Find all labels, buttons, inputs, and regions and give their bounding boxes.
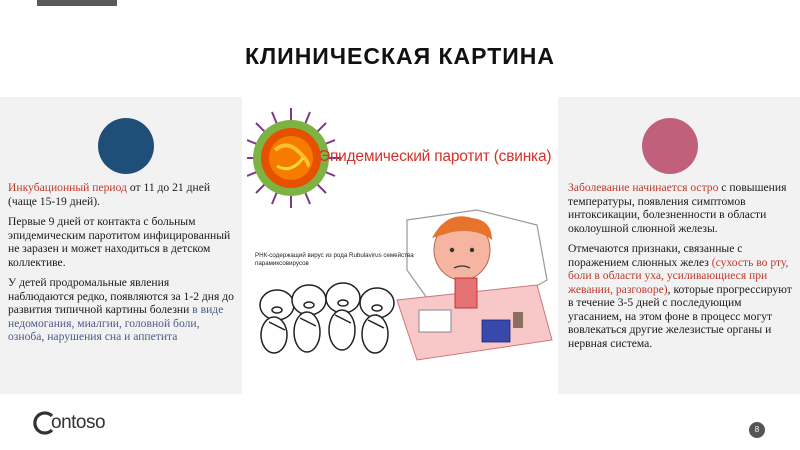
salivary-text-end: , которые прогрессируют в течение 3-5 дней с последующим угасанием, на этом фоне в процесс могут вовлекаться другие железистые органы и нервная система. — [568, 282, 792, 350]
logo-text: ontoso — [51, 412, 106, 433]
onset-text: с повышения температуры, появления симптомов интоксикации, болезненности в области околоушной слюнной железы. — [568, 181, 787, 235]
prodromal-text: У детей продромальные явления наблюдаются редко, появляются за 1-2 дня до развития типичной картины болезни — [8, 276, 234, 316]
left-panel-text — [8, 181, 238, 351]
salivary-paragraph — [568, 242, 796, 350]
sick-child-icon — [397, 210, 552, 360]
illustration-drawing — [247, 100, 554, 390]
contagion-paragraph: Первые 9 дней от контакта с больным эпидемическим паротитом инфицированный не заразен и может находиться в детском коллективе. — [8, 215, 231, 269]
mumps-illustration — [247, 100, 554, 390]
salivary-text-start: Отмечаются признаки, связанные с поражением слюнных желез — [568, 242, 743, 269]
top-accent-bar — [37, 0, 117, 6]
page-number: 8 — [749, 422, 765, 438]
prodromal-paragraph — [8, 276, 238, 344]
onset-highlight: Заболевание начинается остро — [568, 181, 719, 194]
cartoon-pigs-icon — [260, 283, 394, 353]
left-circle-icon — [98, 118, 154, 174]
left-info-panel — [0, 97, 242, 394]
right-circle-icon — [642, 118, 698, 174]
right-panel-text — [568, 181, 796, 357]
illustration-title: Эпидемический паротит (свинка) — [319, 148, 552, 165]
prodromal-highlight: в виде недомогания, миалгии, головной боли, озноба, нарушения сна и аппетита — [8, 303, 224, 343]
right-info-panel — [558, 97, 800, 394]
virus-caption: РНК-содержащий вирус из рода Rubulavirus семейства парамиксовирусов — [255, 252, 414, 267]
contoso-logo — [32, 410, 105, 436]
incubation-paragraph — [8, 181, 238, 208]
slide-title: КЛИНИЧЕСКАЯ КАРТИНА — [244, 43, 555, 69]
salivary-highlight: (сухость во рту, боли в области уха, усиливающиеся при жевании, разговоре) — [568, 255, 789, 296]
onset-paragraph — [568, 181, 796, 235]
incubation-highlight: Инкубационный период — [8, 181, 127, 194]
incubation-text: от 11 до 21 дней (чаще 15-19 дней). — [8, 181, 211, 208]
